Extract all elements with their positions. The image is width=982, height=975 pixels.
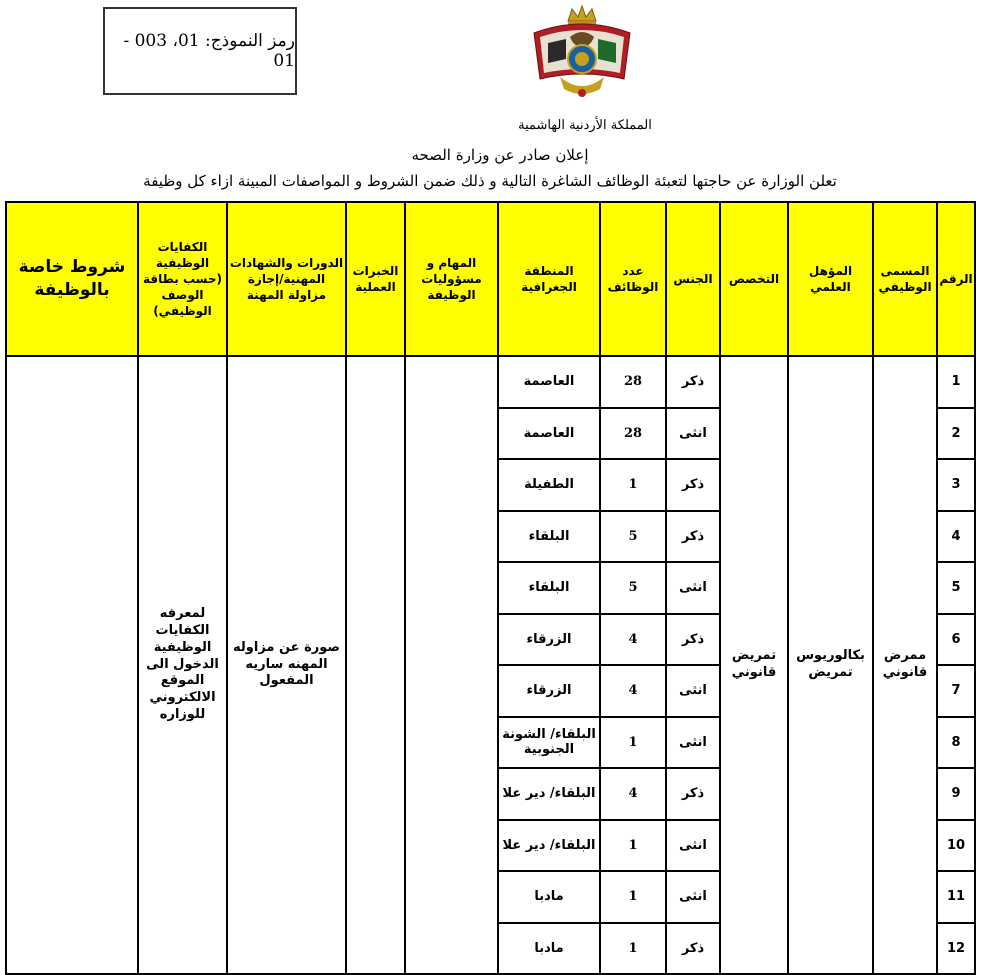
row-count: 1 <box>600 820 666 872</box>
row-number: 8 <box>937 717 975 769</box>
form-code: رمز النموذج: 01، 003 - 01 <box>123 31 295 71</box>
header-job-title: المسمى الوظيفي <box>873 202 937 356</box>
row-gender: انثى <box>666 871 720 923</box>
table-row <box>6 356 975 408</box>
row-region: البلقاء <box>498 562 600 614</box>
header-number: الرقم <box>937 202 975 356</box>
header-gender: الجنس <box>666 202 720 356</box>
row-region: البلقاء/ دير علا <box>498 768 600 820</box>
row-region: البلقاء/ الشونة الجنوبية <box>498 717 600 769</box>
row-region: العاصمة <box>498 356 600 408</box>
row-count: 1 <box>600 459 666 511</box>
row-number: 12 <box>937 923 975 975</box>
form-code-box <box>103 7 297 95</box>
header-specialty: التخصص <box>720 202 788 356</box>
row-number: 5 <box>937 562 975 614</box>
row-count: 1 <box>600 717 666 769</box>
row-gender: ذكر <box>666 768 720 820</box>
header-duties: المهام و مسؤوليات الوظيفة <box>405 202 498 356</box>
row-gender: انثى <box>666 665 720 717</box>
merged-special-conditions <box>6 356 138 974</box>
header-experience: الخبرات العملية <box>346 202 405 356</box>
row-count: 28 <box>600 408 666 460</box>
merged-competencies: لمعرفه الكفايات الوظيفية الدخول الى الموقع الالكتروني للوزاره <box>138 356 227 974</box>
jobs-table <box>5 201 976 975</box>
row-number: 3 <box>937 459 975 511</box>
row-number: 4 <box>937 511 975 563</box>
header-region: المنطقة الجغرافية <box>498 202 600 356</box>
row-gender: ذكر <box>666 614 720 666</box>
row-number: 6 <box>937 614 975 666</box>
row-gender: ذكر <box>666 511 720 563</box>
row-gender: ذكر <box>666 923 720 975</box>
row-count: 4 <box>600 665 666 717</box>
header-special-conditions: شروط خاصة بالوظيفة <box>6 202 138 356</box>
row-count: 1 <box>600 923 666 975</box>
header-courses: الدورات والشهادات المهنية/إجازة مزاولة المهنة <box>227 202 346 356</box>
announcement-title: إعلان صادر عن وزارة الصحه <box>411 146 589 164</box>
row-region: مادبا <box>498 923 600 975</box>
row-region: الطفيلة <box>498 459 600 511</box>
row-number: 7 <box>937 665 975 717</box>
row-count: 5 <box>600 562 666 614</box>
row-number: 1 <box>937 356 975 408</box>
header-competencies: الكفايات الوظيفية (حسب بطاقة الوصف الوظيفي) <box>138 202 227 356</box>
row-region: مادبا <box>498 871 600 923</box>
row-region: البلقاء/ دير علا <box>498 820 600 872</box>
merged-duties <box>405 356 498 974</box>
kingdom-name: المملكة الأردنية الهاشمية <box>518 118 652 133</box>
announcement-intro: تعلن الوزارة عن حاجتها لتعبئة الوظائف الشاغرة التالية و ذلك ضمن الشروط و المواصفات المبينة ازاء كل وظيفة <box>143 172 837 190</box>
row-number: 2 <box>937 408 975 460</box>
row-gender: ذكر <box>666 459 720 511</box>
row-count: 28 <box>600 356 666 408</box>
row-number: 9 <box>937 768 975 820</box>
jordan-coat-of-arms <box>520 3 644 103</box>
merged-qualification: بكالوريوس تمريض <box>788 356 873 974</box>
row-count: 5 <box>600 511 666 563</box>
merged-job-title: ممرض قانوني <box>873 356 937 974</box>
row-count: 4 <box>600 614 666 666</box>
row-gender: انثى <box>666 820 720 872</box>
merged-experience <box>346 356 405 974</box>
row-gender: انثى <box>666 717 720 769</box>
row-count: 4 <box>600 768 666 820</box>
merged-specialty: تمريض قانوني <box>720 356 788 974</box>
row-count: 1 <box>600 871 666 923</box>
row-gender: ذكر <box>666 356 720 408</box>
table-header-row <box>6 202 975 356</box>
row-region: البلقاء <box>498 511 600 563</box>
header-qualification: المؤهل العلمي <box>788 202 873 356</box>
row-region: الزرقاء <box>498 665 600 717</box>
header-count: عدد الوظائف <box>600 202 666 356</box>
row-gender: انثى <box>666 408 720 460</box>
row-region: العاصمة <box>498 408 600 460</box>
row-number: 11 <box>937 871 975 923</box>
row-region: الزرقاء <box>498 614 600 666</box>
merged-courses: صورة عن مزاوله المهنه ساريه المفعول <box>227 356 346 974</box>
row-gender: انثى <box>666 562 720 614</box>
row-number: 10 <box>937 820 975 872</box>
